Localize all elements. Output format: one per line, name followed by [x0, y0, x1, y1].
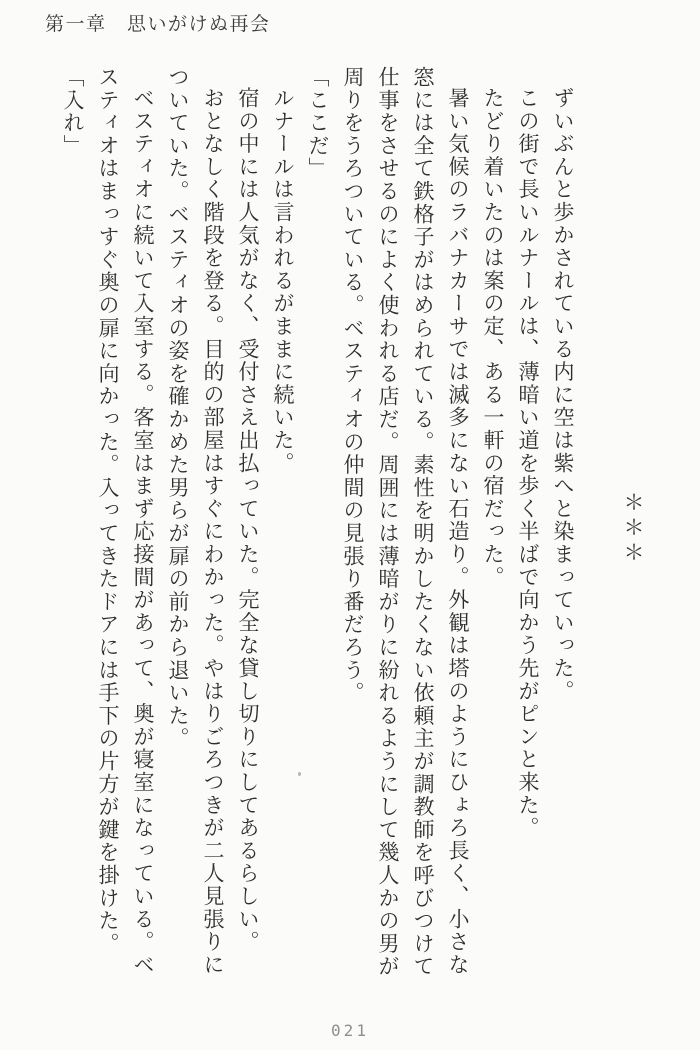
scan-speck — [298, 772, 301, 776]
text-line: ベスティオに続いて入室する。客室はまず応接間があって、奥が寝室になっている。ベスティオはまっすぐ奥の扉に向かった。入ってきたドアには手下の片方が鍵を掛けた。 — [96, 66, 155, 977]
text-line: この街で長いルナールは、薄暗い道を歩く半ばで向かう先がピンと来た。 — [516, 87, 540, 840]
text-line: ルナールは言われるがままに続いた。 — [271, 87, 295, 475]
chapter-running-header: 第一章 思いがけぬ再会 — [45, 14, 271, 35]
text-line: 暑い気候のラバナカーサでは滅多にない石造り。外観は塔のようにひょろ長く、小さな窓には全て鉄格子がはめられている。素性を明かしたくない依頼主が調教師を呼びつけて仕事をさせるのによく使われる店だ。周囲には薄暗がりに紛れるようにして幾人かの男が周りをうろついている。ベスティオの仲間の見張り番だろう。 — [341, 66, 470, 978]
vertical-text-body — [45, 66, 650, 990]
text-line: おとなしく階段を登る。目的の部屋はすぐにわかった。やはりごろつきが二人見張りについていた。ベスティオの姿を確かめた男らが扉の前から退いた。 — [166, 66, 225, 977]
text-line: 宿の中には人気がなく、受付さえ出払っていた。完全な貸し切りにしてあるらしい。 — [236, 87, 260, 954]
text-line: ずいぶんと歩かされている内に空は紫へと染まっていった。 — [551, 87, 575, 703]
text-line: たどり着いたのは案の定、ある一軒の宿だった。 — [481, 87, 505, 589]
page-number: 021 — [331, 1021, 369, 1040]
text-line: 「入れ」 — [61, 66, 85, 158]
text-line: ＊＊＊ — [621, 490, 645, 566]
text-line: 「ここだ」 — [306, 66, 330, 180]
